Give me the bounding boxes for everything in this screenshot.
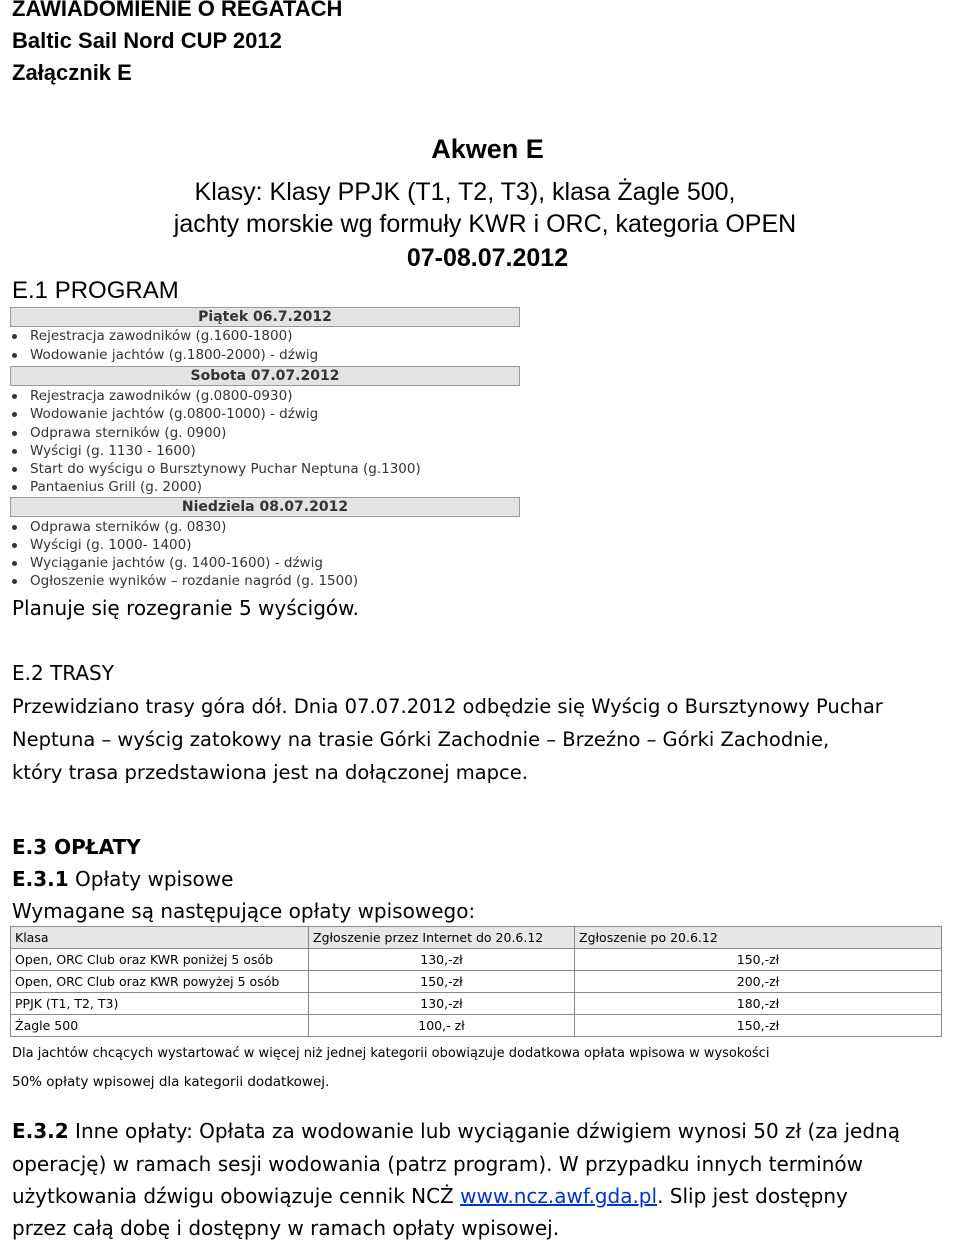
e31-title: Opłaty wpisowe [68, 867, 234, 891]
e32-text: Inne opłaty: Opłata za wodowanie lub wyciąganie dźwigiem wynosi 50 zł (za jedną [68, 1119, 900, 1143]
e32-line-2: operację) w ramach sesji wodowania (patrz program). W przypadku innych terminów [12, 1152, 863, 1176]
e32-text: użytkowania dźwigu obowiązuje cennik NCŻ [12, 1184, 461, 1208]
attachment-label: Załącznik E [12, 60, 132, 85]
table-header-row [11, 927, 942, 949]
day-header-saturday: Sobota 07.07.2012 [10, 366, 520, 386]
trasy-text-1: Przewidziano trasy góra dół. Dnia 07.07.2012 odbędzie się Wyścig o Bursztynowy Puchar [12, 695, 883, 718]
e32-line-4: przez całą dobę i dostępny w ramach opłaty wpisowej. [12, 1216, 560, 1240]
doc-title: ZAWIADOMIENIE O REGATACH [12, 0, 343, 21]
fees-table [10, 926, 942, 1037]
table-cell: 150,-zł [575, 949, 942, 971]
table-row [11, 993, 942, 1015]
column-header: Zgłoszenie przez Internet do 20.6.12 [309, 927, 575, 949]
e31-number: E.3.1 [12, 867, 69, 891]
schedule-item: Rejestracja zawodników (g.0800-0930) [30, 388, 293, 404]
schedule-item: Wyciąganie jachtów (g. 1400-1600) - dźwig [30, 555, 323, 571]
day-header-sunday: Niedziela 08.07.2012 [10, 497, 520, 517]
schedule-item: Wyścigi (g. 1000- 1400) [30, 537, 192, 553]
column-header: Klasa [11, 927, 309, 949]
fees-intro: Wymagane są następujące opłaty wpisowego: [12, 899, 476, 923]
table-cell: 150,-zł [575, 1015, 942, 1037]
e31-heading [12, 863, 233, 896]
table-cell: Open, ORC Club oraz KWR powyżej 5 osób [11, 971, 309, 993]
extra-fee-note-1: Dla jachtów chcących wystartować w więcej niż jednej kategorii obowiązuje dodatkowa opłata wpisowa w wysokości [12, 1046, 770, 1061]
table-cell: Open, ORC Club oraz KWR poniżej 5 osób [11, 949, 309, 971]
table-cell: 130,-zł [309, 949, 575, 971]
e32-line-1 [12, 1115, 900, 1148]
e32-number: E.3.2 [12, 1119, 69, 1143]
table-row [11, 971, 942, 993]
table-cell: 200,-zł [575, 971, 942, 993]
schedule-item: Ogłoszenie wyników – rozdanie nagród (g. 1500) [30, 573, 359, 589]
table-cell: 100,- zł [309, 1015, 575, 1037]
table-row [11, 949, 942, 971]
schedule-item: Odprawa sterników (g. 0830) [30, 519, 227, 535]
trasy-text-3: który trasa przedstawiona jest na dołączonej mapce. [12, 761, 528, 784]
races-note: Planuje się rozegranie 5 wyścigów. [12, 596, 360, 620]
schedule-item: Start do wyścigu o Bursztynowy Puchar Neptuna (g.1300) [30, 461, 421, 477]
extra-fee-note-2: 50% opłaty wpisowej dla kategorii dodatkowej. [12, 1074, 330, 1090]
classes-line-2: jachty morskie wg formuły KWR i ORC, kategoria OPEN [173, 210, 797, 238]
table-cell: PPJK (T1, T2, T3) [11, 993, 309, 1015]
day-header-friday: Piątek 06.7.2012 [10, 307, 520, 327]
schedule-item: Wodowanie jachtów (g.0800-1000) - dźwig [30, 406, 319, 422]
schedule-item: Odprawa sterników (g. 0900) [30, 425, 227, 441]
classes-line-1: Klasy: Klasy PPJK (T1, T2, T3), klasa Żagle 500, [194, 178, 736, 206]
akwen-title: Akwen E [431, 134, 544, 164]
e32-line-3 [12, 1180, 848, 1213]
schedule-item: Pantaenius Grill (g. 2000) [30, 479, 203, 495]
schedule-item: Wyścigi (g. 1130 - 1600) [30, 443, 196, 459]
event-name: Baltic Sail Nord CUP 2012 [12, 28, 282, 53]
schedule-item: Rejestracja zawodników (g.1600-1800) [30, 328, 293, 344]
program-heading: E.1 PROGRAM [12, 277, 179, 304]
trasy-heading: E.2 TRASY [12, 661, 114, 685]
table-row [11, 1015, 942, 1037]
event-dates: 07-08.07.2012 [406, 244, 569, 272]
table-cell: 130,-zł [309, 993, 575, 1015]
column-header: Zgłoszenie po 20.6.12 [575, 927, 942, 949]
schedule-item: Wodowanie jachtów (g.1800-2000) - dźwig [30, 347, 319, 363]
oplaty-heading: E.3 OPŁATY [12, 835, 141, 859]
trasy-text-2: Neptuna – wyścig zatokowy na trasie Górki Zachodnie – Brzeźno – Górki Zachodnie, [12, 728, 830, 751]
table-cell: Żagle 500 [11, 1015, 309, 1037]
ncz-website-link[interactable]: www.ncz.awf.gda.pl [460, 1184, 658, 1208]
e32-text: . Slip jest dostępny [657, 1184, 848, 1208]
table-cell: 180,-zł [575, 993, 942, 1015]
table-cell: 150,-zł [309, 971, 575, 993]
